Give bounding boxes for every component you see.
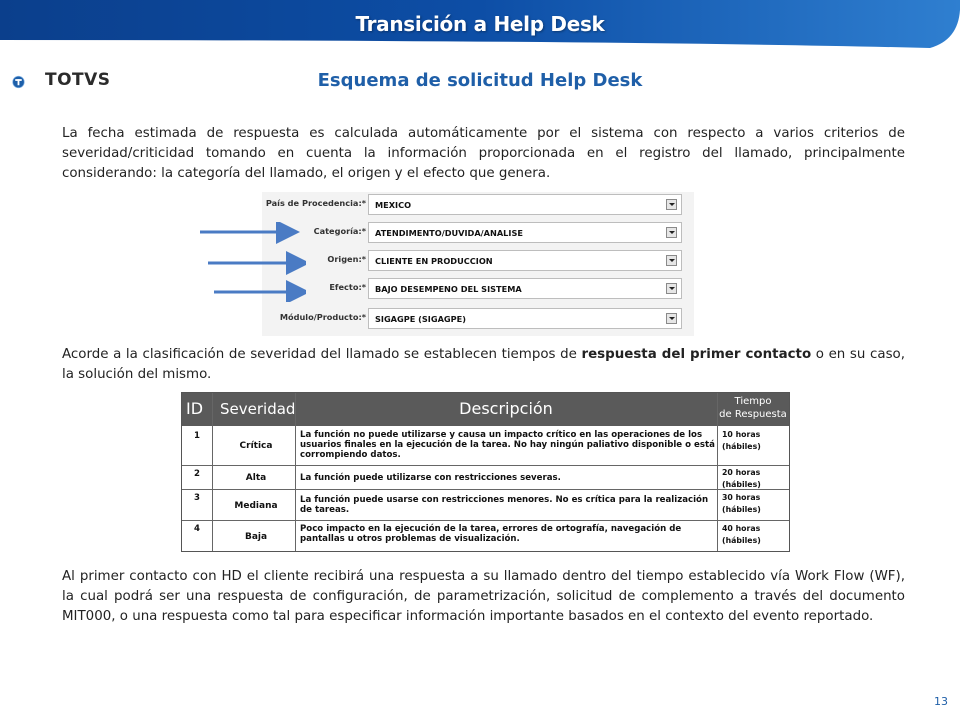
row-severity: Crítica <box>239 441 273 451</box>
row-time-line1: 20 horas <box>722 468 761 477</box>
logo-text: TOTVS <box>45 70 111 90</box>
row-time <box>722 429 782 453</box>
form-row-module <box>262 306 694 334</box>
row-severity: Alta <box>245 473 267 483</box>
row-divider <box>182 489 789 490</box>
row-time-line2: (hábiles) <box>722 480 761 489</box>
highlight-arrows <box>196 222 306 302</box>
form-label: Origen:* <box>327 254 366 264</box>
module-select[interactable] <box>368 308 682 329</box>
row-time-line2: (hábiles) <box>722 536 761 545</box>
table-header <box>182 393 789 426</box>
form-row-effect <box>262 276 694 304</box>
effect-select[interactable] <box>368 278 682 299</box>
row-description: La función no puede utilizarse y causa un impacto crítico en las operaciones de los usuarios finales en la ejecución de la tarea. No hay ningún paliativo disponible o está corrompiendo datos. <box>300 430 715 460</box>
row-time-line1: 40 horas <box>722 524 761 533</box>
column-divider <box>212 393 213 551</box>
form-label: Categoría:* <box>313 226 366 236</box>
text: o en su caso, la solución del mismo. <box>62 347 905 382</box>
row-id: 2 <box>194 469 200 479</box>
form-label: Efecto:* <box>329 282 366 292</box>
category-select[interactable] <box>368 222 682 243</box>
select-value: SIGAGPE (SIGAGPE) <box>375 314 466 324</box>
row-id: 3 <box>194 493 200 503</box>
select-value: ATENDIMENTO/DUVIDA/ANALISE <box>375 228 523 238</box>
origin-select[interactable] <box>368 250 682 271</box>
row-description: La función puede utilizarse con restricciones severas. <box>300 473 561 483</box>
dropdown-arrow-icon[interactable] <box>666 283 677 294</box>
row-id: 1 <box>194 431 200 441</box>
row-description: La función puede usarse con restricciones menores. No es crítica para la realización de tareas. <box>300 495 709 515</box>
row-time-line1: 10 horas <box>722 430 761 439</box>
slide-title: Transición a Help Desk <box>355 12 605 36</box>
row-divider <box>182 465 789 466</box>
select-value: MEXICO <box>375 200 412 210</box>
row-time <box>722 467 782 491</box>
request-form-panel <box>262 192 694 336</box>
header-id: ID <box>186 399 204 418</box>
form-row-origin <box>262 248 694 276</box>
row-description: Poco impacto en la ejecución de la tarea, errores de ortografía, navegación de pantallas u otros problemas de visualización. <box>300 524 682 544</box>
row-id: 4 <box>194 524 200 534</box>
form-label: País de Procedencia:* <box>265 198 366 208</box>
header-severity: Severidad <box>220 400 296 418</box>
text: Acorde a la clasificación de severidad del llamado se establecen tiempos de <box>62 347 582 362</box>
row-divider <box>182 520 789 521</box>
severity-table <box>181 392 790 552</box>
select-value: CLIENTE EN PRODUCCION <box>375 256 493 266</box>
row-time <box>722 523 782 547</box>
row-time-line1: 30 horas <box>722 493 761 502</box>
row-time-line2: (hábiles) <box>722 442 761 451</box>
header-time-line2: de Respuesta <box>719 409 787 420</box>
form-row-country <box>262 192 694 220</box>
dropdown-arrow-icon[interactable] <box>666 313 677 324</box>
row-severity: Mediana <box>234 501 278 511</box>
paragraph-severity <box>62 345 905 385</box>
header-description: Descripción <box>459 399 553 418</box>
form-row-category <box>262 220 694 248</box>
paragraph-intro: La fecha estimada de respuesta es calculada automáticamente por el sistema con respecto a varios criterios de severidad/criticidad tomando en cuenta la información proporcionada en el registro del llamado, principalmente considerando: la categoría del llamado, el origen y el efecto que genera. <box>62 126 905 181</box>
paragraph-first-contact: Al primer contacto con HD el cliente recibirá una respuesta a su llamado dentro del tiempo establecido vía Work Flow (WF), la cual podrá ser una respuesta de configuración, de parametrización, solicitud de complemento a través del documento MIT000, o una respuesta como tal para especificar información importante basados en el contexto del evento reportado. <box>62 569 905 624</box>
select-value: BAJO DESEMPENO DEL SISTEMA <box>375 284 522 294</box>
row-time <box>722 492 782 516</box>
emphasis-text: respuesta del primer contacto <box>581 347 812 362</box>
header-time-line1: Tiempo <box>734 396 772 407</box>
country-select[interactable] <box>368 194 682 215</box>
row-time-line2: (hábiles) <box>722 505 761 514</box>
page-number: 13 <box>934 695 948 708</box>
dropdown-arrow-icon[interactable] <box>666 227 677 238</box>
section-subtitle: Esquema de solicitud Help Desk <box>317 70 643 91</box>
dropdown-arrow-icon[interactable] <box>666 199 677 210</box>
header-time <box>717 395 789 428</box>
row-severity: Baja <box>244 532 268 542</box>
column-divider <box>295 393 296 551</box>
dropdown-arrow-icon[interactable] <box>666 255 677 266</box>
form-label: Módulo/Producto:* <box>279 312 366 322</box>
column-divider <box>717 393 718 551</box>
